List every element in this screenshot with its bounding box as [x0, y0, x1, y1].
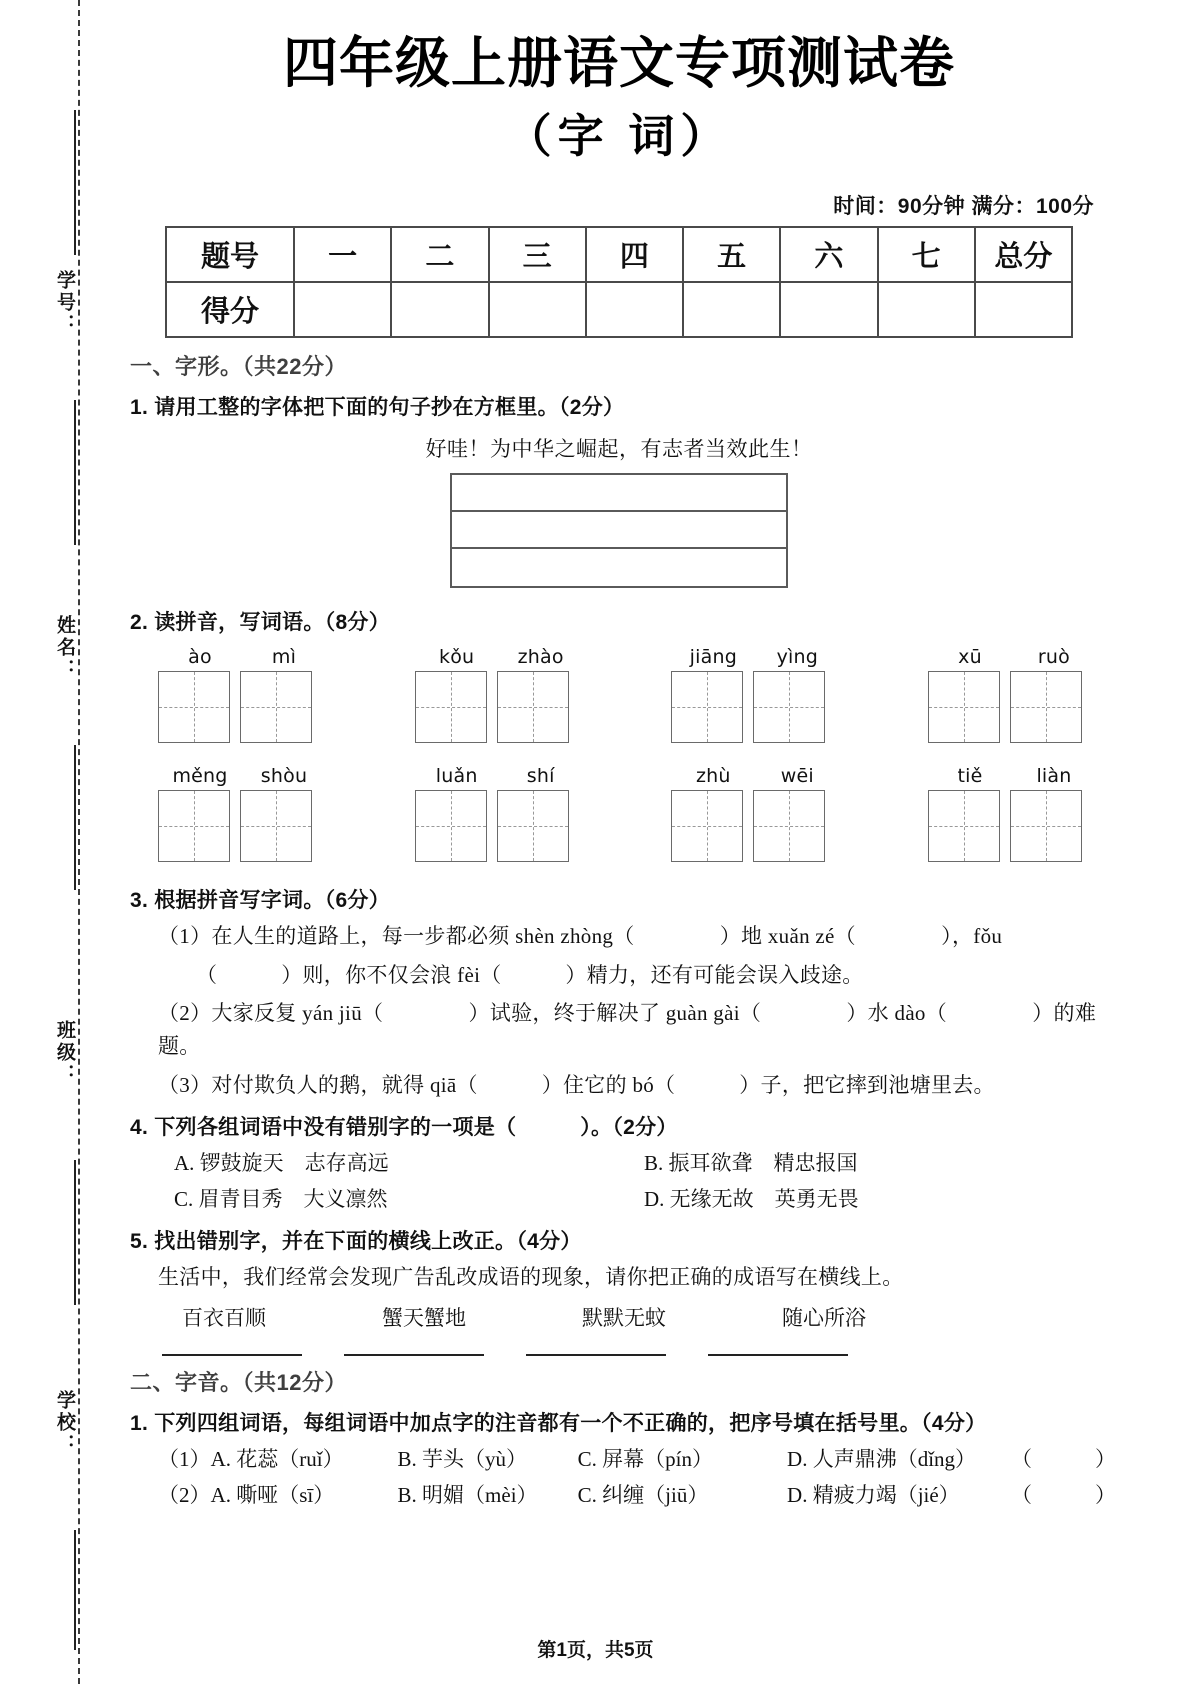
score-table-row-label-number: 题号	[166, 227, 294, 282]
question-1-2-prompt: 2. 读拼音，写词语。（8分）	[130, 611, 391, 635]
score-col-7: 七	[878, 227, 975, 282]
pinyin-group	[928, 646, 1096, 743]
score-col-3: 三	[489, 227, 586, 282]
pinyin-label: ào	[188, 646, 212, 669]
option-b-label: B. 振耳欲聋	[644, 1151, 753, 1176]
question-1-3-line[interactable]: （3）对付欺负人的鹅，就得 qiā（ ）住它的 bó（ ）子，把它摔到池塘里去。	[158, 1072, 995, 1097]
question-2-1-prompt: 1. 下列四组词语，每组词语中加点字的注音都有一个不正确的，把序号填在括号里。（4分）	[130, 1411, 987, 1435]
phonetic-option-d[interactable]: D. 人声鼎沸（dǐng）	[787, 1446, 977, 1471]
pinyin-group	[158, 765, 326, 862]
spacer	[504, 1147, 644, 1177]
question-1-3-line[interactable]: （ ）则，你不仅会浪 fèi（ ）精力，还有可能会误入歧途。	[196, 962, 864, 987]
phonetic-option-b[interactable]: B. 芋头（yù）	[397, 1446, 528, 1471]
handwriting-row[interactable]	[452, 512, 786, 549]
pinyin-grid-row-1	[158, 646, 1096, 743]
phonetic-option-c[interactable]: C. 屏幕（pín）	[577, 1446, 714, 1471]
pinyin-label: jiāng	[689, 646, 737, 669]
tianzi-cell[interactable]	[753, 671, 825, 743]
pinyin-group	[671, 765, 839, 862]
tianzi-cell[interactable]	[158, 671, 230, 743]
tianzi-cell[interactable]	[497, 671, 569, 743]
question-1-4-options-row-1	[174, 1147, 1116, 1177]
page-subtitle: （字 词）	[505, 110, 733, 163]
option-d[interactable]	[644, 1183, 974, 1213]
margin-rule-1	[74, 110, 76, 255]
tianzi-cell[interactable]	[1010, 790, 1082, 862]
pinyin-label: liàn	[1036, 765, 1072, 788]
score-table	[165, 226, 1073, 338]
score-cell-6[interactable]	[780, 282, 877, 337]
idiom-item: 默默无蚊	[582, 1305, 666, 1330]
phonetic-row-2	[158, 1479, 1116, 1509]
score-cell-4[interactable]	[586, 282, 683, 337]
score-table-row-label-score: 得分	[166, 282, 294, 337]
page-title: 四年级上册语文专项测试卷	[282, 32, 955, 94]
idiom-item: 随心所浴	[782, 1305, 866, 1330]
phonetic-answer-bracket[interactable]: （ ）	[1011, 1446, 1116, 1471]
exam-page	[96, 0, 1156, 1684]
pinyin-label: měng	[172, 765, 228, 788]
question-1-4-options-row-2	[174, 1183, 1116, 1213]
pinyin-group	[928, 765, 1096, 862]
pinyin-label: ruò	[1037, 646, 1070, 669]
score-col-5: 五	[683, 227, 780, 282]
option-b[interactable]	[644, 1147, 974, 1177]
option-c-label: C. 眉青目秀	[174, 1187, 283, 1212]
idiom-item: 百衣百顺	[182, 1305, 266, 1330]
pinyin-group	[415, 646, 583, 743]
copy-sentence: 好哇！为中华之崛起，有志者当效此生！	[425, 437, 813, 462]
idiom-item: 蟹天蟹地	[382, 1305, 466, 1330]
pinyin-group	[671, 646, 839, 743]
score-table-score-row	[166, 282, 1072, 337]
score-cell-5[interactable]	[683, 282, 780, 337]
phonetic-option-c[interactable]: C. 纠缠（jiū）	[577, 1482, 709, 1507]
tianzi-cell[interactable]	[671, 790, 743, 862]
answer-blank[interactable]	[344, 1354, 484, 1356]
pinyin-label: kǒu	[439, 646, 475, 669]
tianzi-cell[interactable]	[753, 790, 825, 862]
score-col-6: 六	[780, 227, 877, 282]
margin-label-class: 班级：	[54, 1020, 75, 1086]
answer-blank-row	[162, 1354, 1116, 1356]
tianzi-cell[interactable]	[671, 671, 743, 743]
page-footer: 第1页，共5页	[537, 1640, 654, 1661]
score-col-total: 总分	[975, 227, 1072, 282]
pinyin-label: shí	[526, 765, 555, 788]
pinyin-label: tiě	[957, 765, 983, 788]
phonetic-option-d[interactable]: D. 精疲力竭（jié）	[787, 1482, 960, 1507]
pinyin-label: mì	[271, 646, 297, 669]
handwriting-box[interactable]	[450, 473, 788, 588]
option-d-label: D. 无缘无故	[644, 1187, 754, 1212]
option-c[interactable]	[174, 1183, 504, 1213]
pinyin-label: zhào	[517, 646, 564, 669]
answer-blank[interactable]	[526, 1354, 666, 1356]
answer-blank[interactable]	[708, 1354, 848, 1356]
option-a-label: A. 锣鼓旋天	[174, 1151, 284, 1176]
pinyin-group	[415, 765, 583, 862]
question-1-3-line[interactable]: （2）大家反复 yán jiū（ ）试验，终于解决了 guàn gài（ ）水 dào（ ）的难题。	[158, 1001, 1097, 1059]
score-col-1: 一	[294, 227, 391, 282]
pinyin-label: xū	[958, 646, 982, 669]
score-cell-1[interactable]	[294, 282, 391, 337]
spacer	[504, 1183, 644, 1213]
option-d-second: 英勇无畏	[774, 1187, 859, 1212]
question-1-5-desc: 生活中，我们经常会发现广告乱改成语的现象，请你把正确的成语写在横线上。	[158, 1265, 904, 1290]
pinyin-grid-row-2	[158, 765, 1096, 862]
question-1-3-line[interactable]: （1）在人生的道路上，每一步都必须 shèn zhòng（ ）地 xuǎn zé（ ），fǒu	[158, 924, 1003, 949]
tianzi-cell[interactable]	[240, 671, 312, 743]
margin-label-school: 学校：	[54, 1390, 75, 1456]
idiom-list	[182, 1302, 1116, 1332]
pinyin-label: shòu	[260, 765, 308, 788]
option-a[interactable]	[174, 1147, 504, 1177]
tianzi-cell[interactable]	[240, 790, 312, 862]
score-cell-total[interactable]	[975, 282, 1072, 337]
phonetic-answer-bracket[interactable]: （ ）	[1011, 1482, 1116, 1507]
option-b-second: 精忠报国	[773, 1151, 858, 1176]
exam-meta: 时间：90分钟 满分：100分	[833, 195, 1094, 219]
pinyin-label: zhù	[695, 765, 731, 788]
tianzi-cell[interactable]	[928, 671, 1000, 743]
phonetic-row-1	[158, 1443, 1116, 1473]
phonetic-row-number: （2）	[158, 1482, 211, 1507]
margin-label-name: 姓名：	[54, 615, 75, 681]
tianzi-cell[interactable]	[928, 790, 1000, 862]
pinyin-label: luǎn	[435, 765, 478, 788]
tianzi-cell[interactable]	[1010, 671, 1082, 743]
question-1-3-prompt: 3. 根据拼音写字词。（6分）	[130, 889, 391, 913]
section-heading-1: 一、字形。（共22分）	[130, 354, 347, 380]
tianzi-cell[interactable]	[415, 671, 487, 743]
handwriting-row[interactable]	[452, 549, 786, 586]
margin-rule-4	[74, 1160, 76, 1305]
score-cell-2[interactable]	[391, 282, 488, 337]
margin-rule-2	[74, 400, 76, 545]
option-c-second: 大义凛然	[303, 1187, 388, 1212]
score-cell-7[interactable]	[878, 282, 975, 337]
section-heading-2: 二、字音。（共12分）	[130, 1369, 347, 1395]
tianzi-cell[interactable]	[497, 790, 569, 862]
phonetic-option-a[interactable]: A. 嘶哑（sī）	[210, 1482, 335, 1507]
score-col-4: 四	[586, 227, 683, 282]
question-1-5-prompt: 5. 找出错别字，并在下面的横线上改正。（4分）	[130, 1230, 582, 1254]
tianzi-cell[interactable]	[158, 790, 230, 862]
margin-label-student-id: 学号：	[54, 270, 75, 336]
pinyin-group	[158, 646, 326, 743]
question-1-1-prompt: 1. 请用工整的字体把下面的句子抄在方框里。（2分）	[130, 396, 625, 420]
handwriting-row[interactable]	[452, 475, 786, 512]
phonetic-row-number: （1）	[158, 1446, 211, 1471]
tianzi-cell[interactable]	[415, 790, 487, 862]
score-col-2: 二	[391, 227, 488, 282]
margin-label-column	[26, 0, 78, 1684]
question-1-4-prompt[interactable]: 4. 下列各组词语中没有错别字的一项是（ ）。（2分）	[130, 1116, 678, 1140]
score-table-header-row	[166, 227, 1072, 282]
score-cell-3[interactable]	[489, 282, 586, 337]
phonetic-option-a[interactable]: A. 花蕊（ruǐ）	[210, 1446, 344, 1471]
option-a-second: 志存高远	[304, 1151, 389, 1176]
answer-blank[interactable]	[162, 1354, 302, 1356]
margin-rule-3	[74, 745, 76, 890]
seal-cut-line	[78, 0, 80, 1684]
phonetic-option-b[interactable]: B. 明媚（mèi）	[397, 1482, 538, 1507]
pinyin-label: wēi	[780, 765, 814, 788]
pinyin-label: yìng	[776, 646, 819, 669]
margin-rule-5	[74, 1530, 76, 1650]
